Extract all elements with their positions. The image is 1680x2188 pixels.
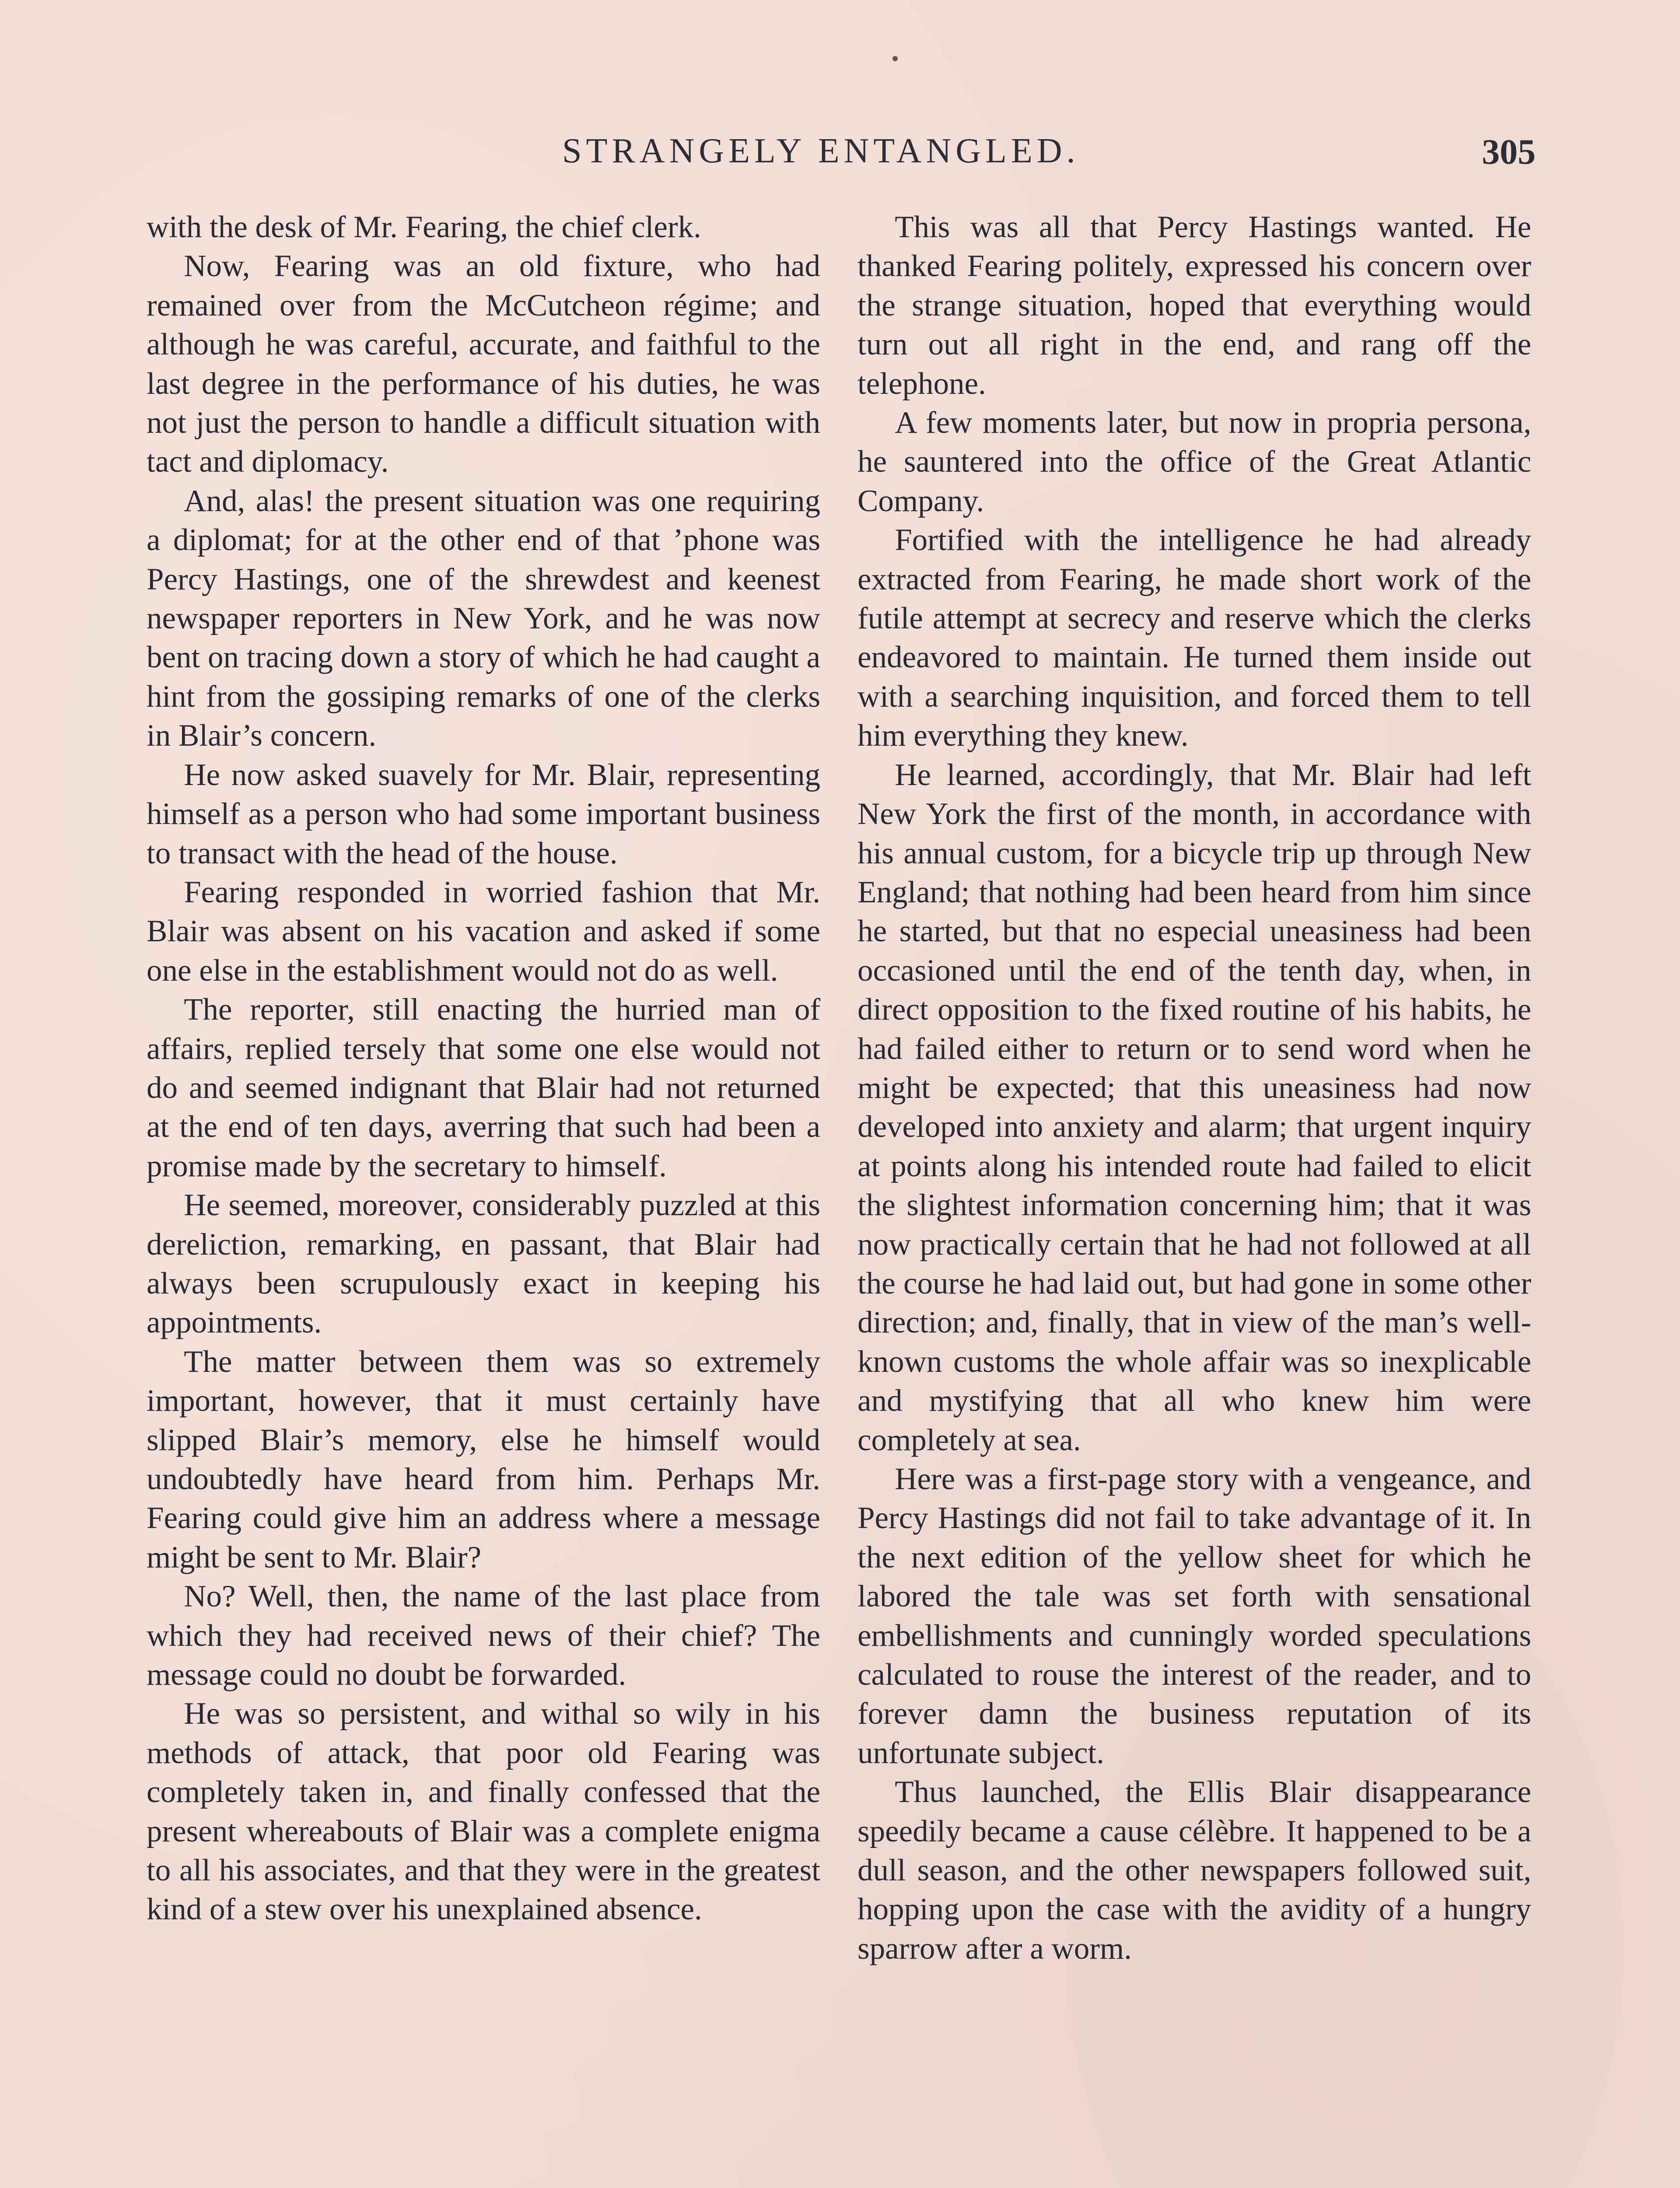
paragraph: Here was a first-page story with a vengeance, and Percy Hastings did not fail to take advantage of it. In the next edition of the yellow sheet for which he labored the tale was set forth with sensational embellishments and cunningly worded speculations calculated to rouse the interest of the reader, and to forever damn the business reputation of its unfortunate subject. <box>858 1462 1531 1770</box>
page-header <box>144 131 1536 179</box>
paragraph: The reporter, still enacting the hurried man of affairs, replied tersely that some one else would not do and seemed indignant that Blair had not returned at the end of ten days, averring that such had been a promise made by the secretary to himself. <box>147 992 820 1183</box>
right-column <box>858 208 1531 1968</box>
paragraph: A few moments later, but now in propria persona, he sauntered into the office of the Great Atlantic Company. <box>858 406 1531 518</box>
left-column <box>147 208 820 1929</box>
paragraph: Fearing responded in worried fashion that Mr. Blair was absent on his vacation and asked if some one else in the establishment would not do as well. <box>147 875 820 988</box>
paragraph: He learned, accordingly, that Mr. Blair had left New York the first of the month, in accordance with his annual custom, for a bicycle trip up through New England; that nothing had been heard from him since he started, but that no especial uneasiness had been occasioned until the end of the tenth day, when, in direct opposition to the fixed routine of his habits, he had failed either to return or to send word when he might be expected; that this uneasiness had now developed into anxiety and alarm; that urgent inquiry at points along his intended route had failed to elicit the slightest information concerning him; that it was now practically certain that he had not followed at all the course he had laid out, but had gone in some other direction; and, finally, that in view of the man’s well-known customs the whole affair was so inexplicable and mystifying that all who knew him were completely at sea. <box>858 757 1531 1457</box>
paragraph: He was so persistent, and withal so wily in his methods of attack, that poor old Fearing was completely taken in, and finally confessed that the present whereabouts of Blair was a complete enigma to all his associates, and that they were in the greatest kind of a stew over his unexplained absence. <box>147 1697 820 1927</box>
paragraph: The matter between them was so extremely important, however, that it must certainly have slipped Blair’s memory, else he himself would undoubtedly have heard from him. Perhaps Mr. Fearing could give him an address where a message might be sent to Mr. Blair? <box>147 1344 820 1574</box>
paragraph: Fortified with the intelligence he had already extracted from Fearing, he made short work of the futile attempt at secrecy and reserve which the clerks endeavored to maintain. He turned them inside out with a searching inquisition, and forced them to tell him everything they knew. <box>858 523 1531 753</box>
paragraph: with the desk of Mr. Fearing, the chief clerk. <box>147 210 701 244</box>
paragraph: Now, Fearing was an old fixture, who had remained over from the McCutcheon régime; and although he was careful, accurate, and faithful to the last degree in the performance of his duties, he was not just the person to handle a difficult situation with tact and diplomacy. <box>147 249 820 479</box>
paragraph: No? Well, then, the name of the last place from which they had received news of their chief? The message could no doubt be forwarded. <box>147 1579 820 1692</box>
paragraph: This was all that Percy Hastings wanted. He thanked Fearing politely, expressed his concern over the strange situation, hoped that everything would turn out all right in the end, and rang off the telephone. <box>858 210 1531 401</box>
paragraph: He seemed, moreover, considerably puzzled at this dereliction, remarking, en passant, that Blair had always been scrupulously exact in keeping his appointments. <box>147 1188 820 1340</box>
paper-speck <box>892 56 898 61</box>
paragraph: And, alas! the present situation was one requiring a diplomat; for at the other end of that ’phone was Percy Hastings, one of the shrewdest and keenest newspaper reporters in New York, and he was now bent on tracing down a story of which he had caught a hint from the gossiping remarks of one of the clerks in Blair’s concern. <box>147 484 820 753</box>
page-number: 305 <box>1482 132 1536 172</box>
paragraph: Thus launched, the Ellis Blair disappearance speedily became a cause célèbre. It happened to be a dull season, and the other newspapers followed suit, hopping upon the case with the avidity of a hungry sparrow after a worm. <box>858 1775 1531 1966</box>
paragraph: He now asked suavely for Mr. Blair, representing himself as a person who had some important business to transact with the head of the house. <box>147 757 820 870</box>
running-title: STRANGELY ENTANGLED. <box>562 132 1080 170</box>
